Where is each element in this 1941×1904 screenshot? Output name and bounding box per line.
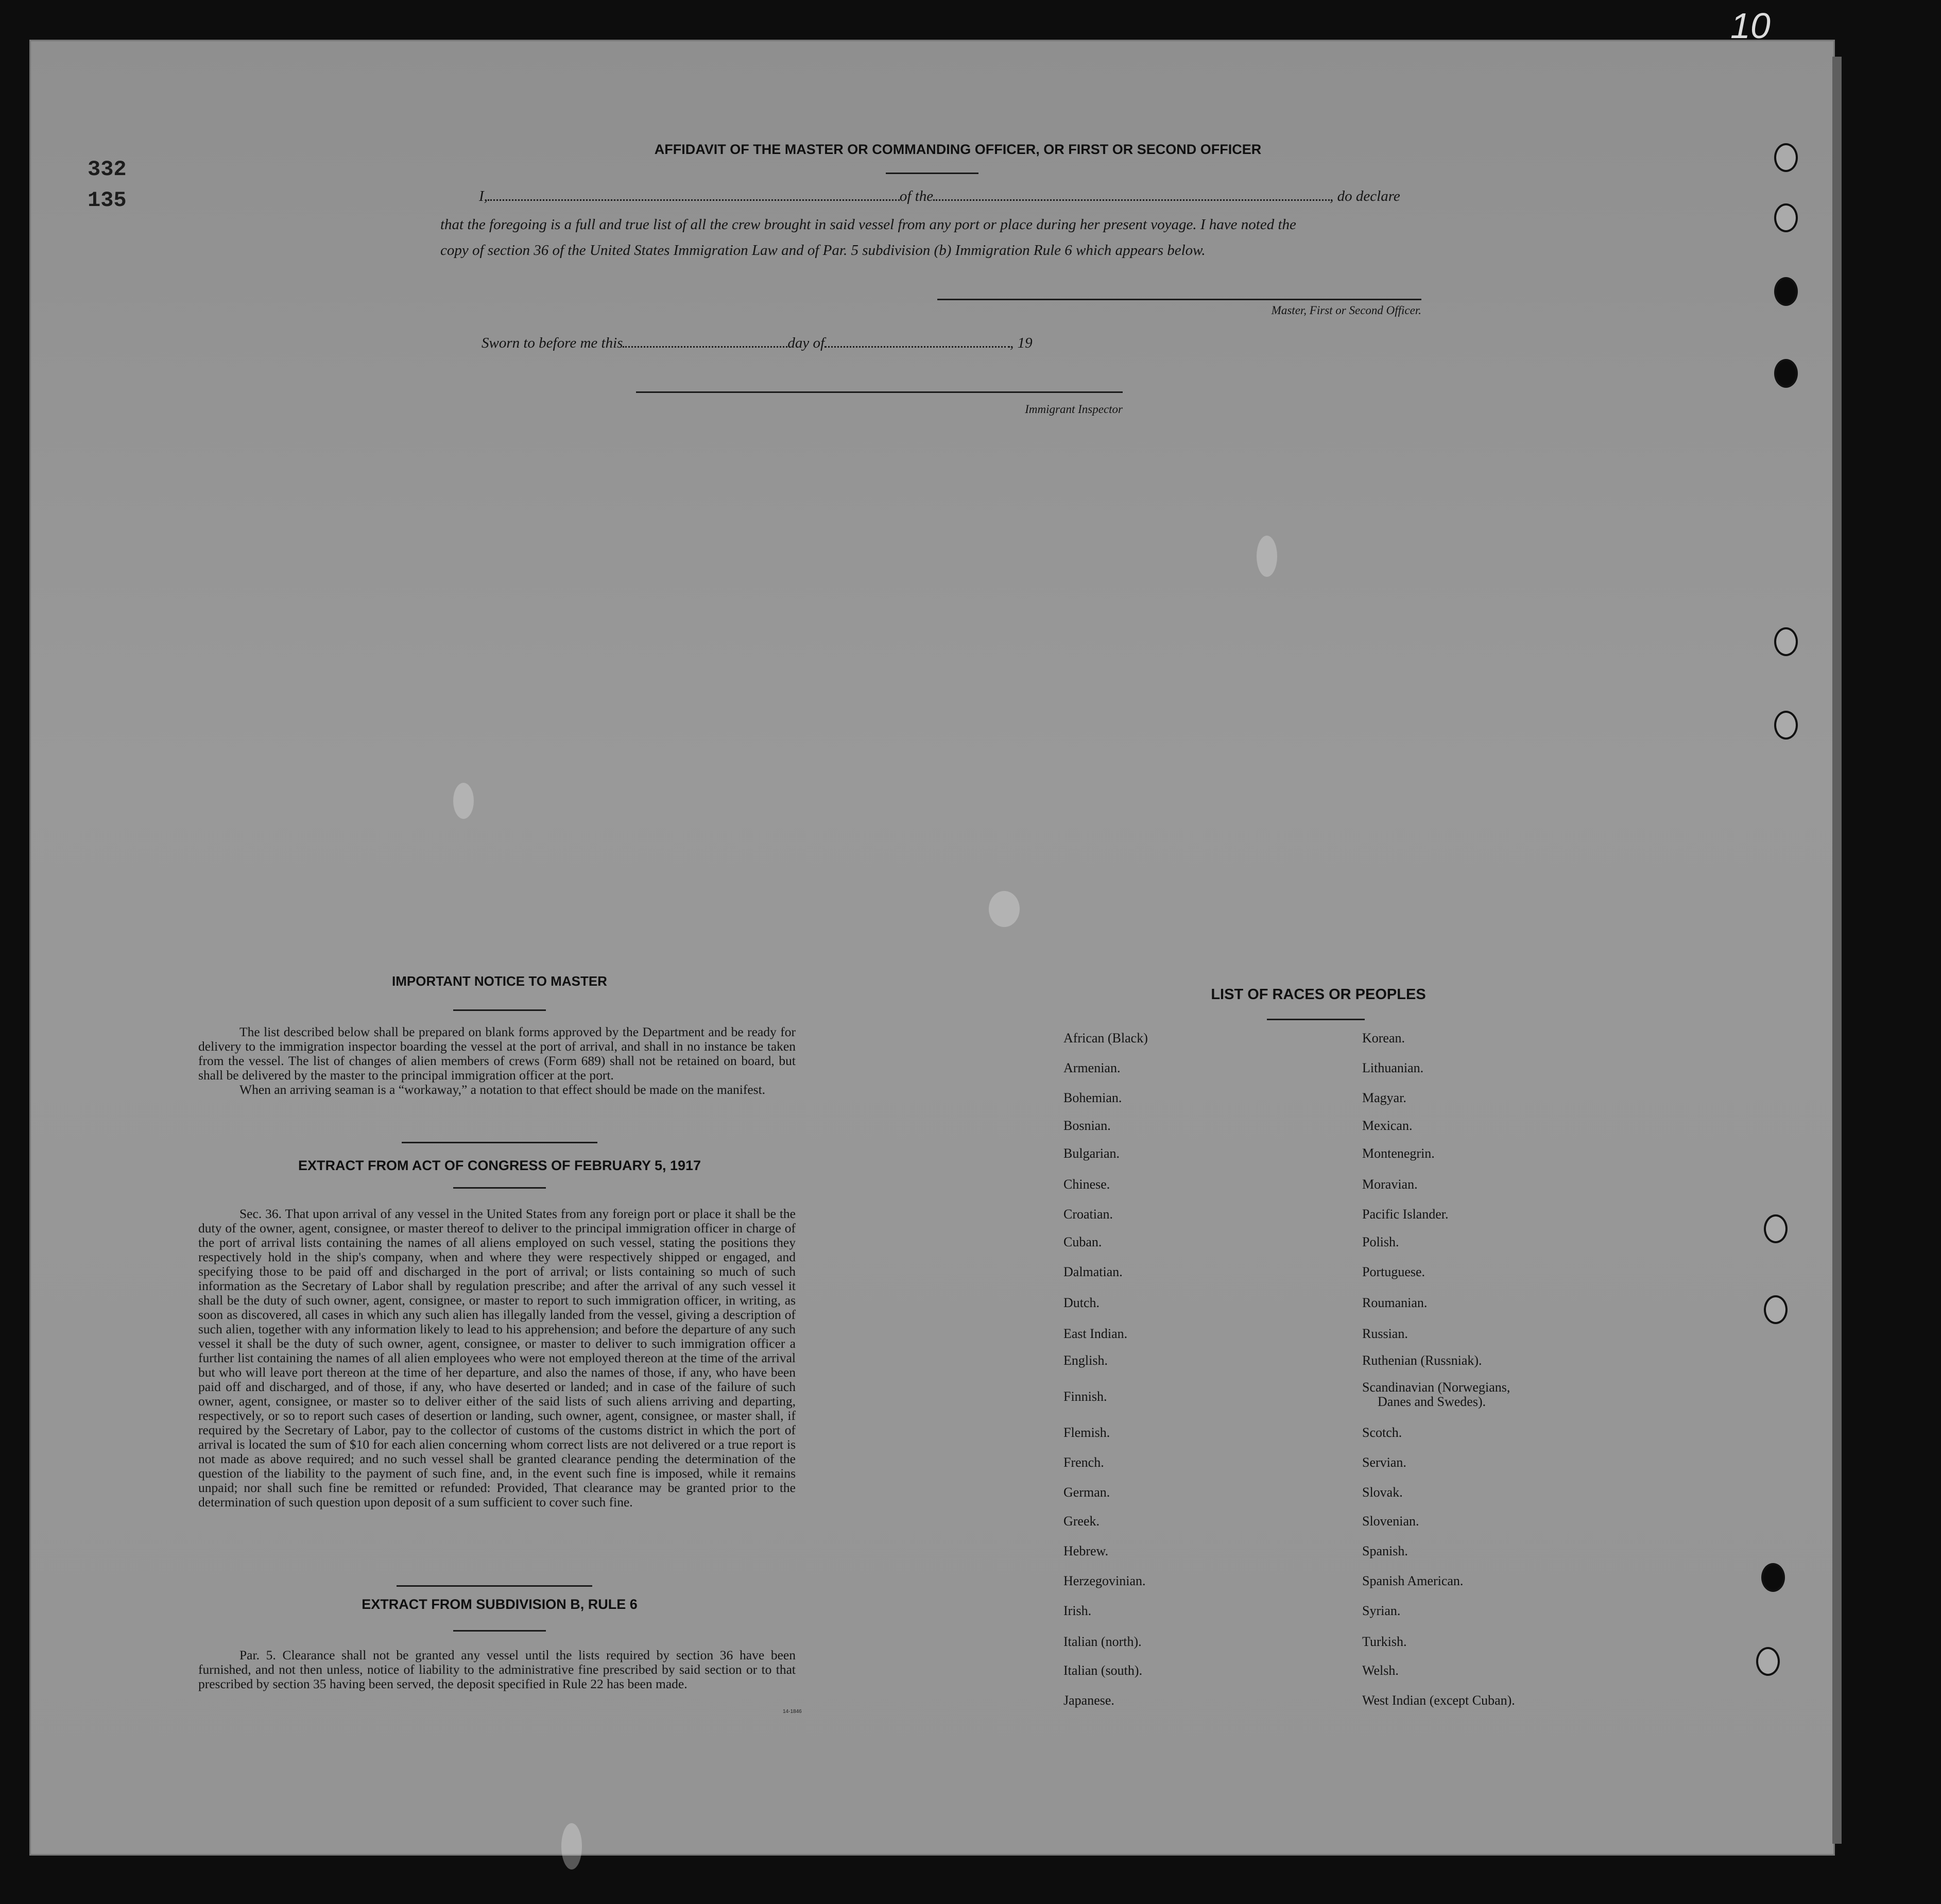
film-fleck — [1257, 536, 1277, 577]
sworn-mid: day of — [787, 335, 825, 351]
divider — [886, 173, 978, 174]
race-entry: Dutch. — [1063, 1295, 1100, 1310]
race-entry: Chinese. — [1063, 1177, 1110, 1192]
vessel-blank — [933, 188, 1330, 201]
race-entry: Russian. — [1362, 1326, 1408, 1341]
form-number: 14-1846 — [783, 1709, 802, 1714]
document-sheet — [31, 41, 1833, 1854]
sworn-line — [482, 330, 1151, 356]
race-entry: Spanish. — [1362, 1543, 1408, 1558]
race-entry: Pacific Islander. — [1362, 1207, 1449, 1222]
race-entry: Greek. — [1063, 1514, 1100, 1529]
race-entry: Croatian. — [1063, 1207, 1113, 1222]
rule-extract-body — [198, 1648, 796, 1691]
race-entry: Roumanian. — [1362, 1295, 1428, 1310]
race-entry: Slovenian. — [1362, 1514, 1419, 1529]
notice-paragraph: The list described below shall be prepared on blank forms approved by the Department and be ready for delivery to the immigration inspector boarding the vessel at the port of arrival, and shall in no instance be taken from the vessel. The list of changes of alien members of crews (Form 689) shall not be retained on board, but shall be delivered by the master to the principal immigration officer at the port. — [198, 1024, 796, 1083]
signature-caption: Master, First or Second Officer. — [1271, 304, 1421, 317]
race-entry: Dalmatian. — [1063, 1264, 1123, 1279]
race-entry: German. — [1063, 1485, 1110, 1500]
races-title: LIST OF RACES OR PEOPLES — [1211, 986, 1426, 1003]
race-entry: Italian (south). — [1063, 1663, 1143, 1678]
divider — [453, 1009, 546, 1011]
race-entry: Mexican. — [1362, 1118, 1413, 1133]
race-entry: Syrian. — [1362, 1603, 1401, 1618]
race-entry: Bohemian. — [1063, 1090, 1122, 1105]
punch-hole — [1764, 1295, 1788, 1324]
punch-hole — [1774, 359, 1798, 388]
race-entry: Scotch. — [1362, 1425, 1402, 1440]
race-entry: Finnish. — [1063, 1389, 1107, 1404]
race-entry: Danes and Swedes). — [1378, 1394, 1486, 1409]
divider — [402, 1142, 597, 1143]
punch-hole — [1764, 1214, 1788, 1243]
sworn-prefix: Sworn to before me this — [482, 335, 623, 351]
notice-body — [198, 1025, 796, 1097]
race-entry: Lithuanian. — [1362, 1060, 1424, 1075]
race-entry: Portuguese. — [1362, 1264, 1425, 1279]
race-entry: Bulgarian. — [1063, 1146, 1120, 1161]
punch-hole — [1761, 1563, 1785, 1592]
affidavit-line-1-suffix: , do declare — [1330, 188, 1400, 204]
act-extract-body — [198, 1207, 796, 1510]
race-entry: West Indian (except Cuban). — [1362, 1693, 1515, 1708]
affidavit-line-1-mid: of the — [899, 188, 934, 204]
affidavit-line-1-prefix: I, — [479, 188, 488, 204]
affidavit-title: AFFIDAVIT OF THE MASTER OR COMMANDING OFFICER, OR FIRST OR SECOND OFFICER — [654, 142, 1262, 157]
race-entry: African (Black) — [1063, 1031, 1148, 1045]
notice-paragraph: When an arriving seaman is a “workaway,” a notation to that effect should be made on the manifest. — [239, 1082, 766, 1097]
divider — [397, 1585, 592, 1587]
page-mark: 10 — [1730, 6, 1771, 46]
sheet-edge — [1832, 57, 1842, 1844]
notice-title: IMPORTANT NOTICE TO MASTER — [392, 973, 607, 989]
race-entry: Herzegovinian. — [1063, 1573, 1146, 1588]
punch-hole — [1774, 203, 1798, 232]
race-entry: Spanish American. — [1362, 1573, 1464, 1588]
race-entry: Cuban. — [1063, 1234, 1102, 1249]
punch-hole — [1774, 711, 1798, 740]
inspector-signature-line — [636, 391, 1123, 393]
race-entry: Flemish. — [1063, 1425, 1110, 1440]
race-entry: Magyar. — [1362, 1090, 1406, 1105]
margin-number: 332 — [88, 157, 127, 182]
act-extract-title: EXTRACT FROM ACT OF CONGRESS OF FEBRUARY 5, 1917 — [298, 1158, 701, 1173]
divider — [453, 1630, 546, 1632]
race-entry: Slovak. — [1362, 1485, 1403, 1500]
race-entry: Hebrew. — [1063, 1543, 1109, 1558]
race-entry: Irish. — [1063, 1603, 1092, 1618]
inspector-caption: Immigrant Inspector — [1025, 403, 1123, 416]
punch-hole — [1774, 627, 1798, 656]
par-5-text: Par. 5. Clearance shall not be granted any vessel until the lists required by section 36 have been furnished, and not then unless, notice of liability to the administrative fine prescribed by said section or to that prescribed by section 35 having been served, the deposit specified in Rule 22 has been made. — [198, 1648, 796, 1691]
name-blank — [488, 188, 900, 201]
punch-hole — [1774, 277, 1798, 306]
punch-hole — [1774, 143, 1798, 172]
film-fleck — [453, 783, 474, 819]
film-fleck — [561, 1823, 582, 1869]
affidavit-line-2: that the foregoing is a full and true list of all the crew brought in said vessel from any port or place during her present voyage. I have noted the — [440, 216, 1296, 233]
month-blank — [825, 335, 1010, 348]
film-fleck — [989, 891, 1020, 927]
race-entry: Ruthenian (Russniak). — [1362, 1353, 1482, 1368]
section-36-text: Sec. 36. That upon arrival of any vessel in the United States from any foreign port or place it shall be the duty of the owner, agent, consignee, or master thereof to deliver to the principal immigration officer in charge of the port of arrival lists containing the names of all aliens employed on such vessel, stating the positions they respectively hold in the ship's company, when and where they were respectively shipped or engaged, and specifying those to be paid off and discharged in the port of arrival; or lists containing so much of such information as the Secretary of Labor shall by regulation prescribe; and after the arrival of any such vessel it shall be the duty of such owner, agent, consignee, or master to report to such immigration officer, in writing, as soon as discovered, all cases in which any such alien has illegally landed from the vessel, giving a description of such alien, together with any information likely to lead to his apprehension; and before the departure of any such vessel it shall be the duty of such owner, agent, consignee, or master to deliver to such immigration officer a further list containing the names of all alien employees who were not employed thereon at the time of the arrival but who will leave port thereon at the time of her departure, and also the names of those, if any, who have been paid off and discharged, and of those, if any, who have deserted or landed; and in case of the failure of such owner, agent, consignee, or master so to deliver either of the said lists of such aliens arriving and departing, respectively, or so to report such cases of desertion or landing, such owner, agent, consignee, or master shall, if required by the Secretary of Labor, pay to the collector of customs of the customs district in which the port of arrival is located the sum of $10 for each alien concerning whom correct lists are not delivered or a true report is not made as above required; and no such vessel shall be granted clearance pending the determination of the question of the liability to the payment of such fine, and, in the event such fine is imposed, while it remains unpaid; nor shall such fine be remitted or refunded: Provided, That clearance may be granted prior to the determination of such question upon deposit of a sum sufficient to cover such fine. — [198, 1206, 796, 1510]
race-entry: Welsh. — [1362, 1663, 1399, 1678]
signature-line — [937, 299, 1421, 300]
race-entry: Japanese. — [1063, 1693, 1114, 1708]
divider — [1267, 1019, 1365, 1020]
race-entry: Moravian. — [1362, 1177, 1418, 1192]
margin-number: 135 — [88, 188, 127, 213]
rule-extract-title: EXTRACT FROM SUBDIVISION B, RULE 6 — [362, 1597, 638, 1612]
race-entry: Montenegrin. — [1362, 1146, 1435, 1161]
punch-hole — [1756, 1647, 1780, 1676]
affidavit-line-3: copy of section 36 of the United States Immigration Law and of Par. 5 subdivision (b) Immigration Rule 6 which appears below. — [440, 242, 1206, 259]
race-entry: Italian (north). — [1063, 1634, 1142, 1649]
race-entry: French. — [1063, 1455, 1104, 1470]
race-entry: English. — [1063, 1353, 1108, 1368]
race-entry: Bosnian. — [1063, 1118, 1111, 1133]
race-entry: Scandinavian (Norwegians, — [1362, 1380, 1510, 1395]
race-entry: Armenian. — [1063, 1060, 1121, 1075]
race-entry: Korean. — [1362, 1031, 1405, 1045]
race-entry: East Indian. — [1063, 1326, 1128, 1341]
race-entry: Turkish. — [1362, 1634, 1407, 1649]
sworn-year: , 19 — [1010, 335, 1033, 351]
race-entry: Servian. — [1362, 1455, 1406, 1470]
affidavit-line-1 — [479, 183, 1432, 210]
divider — [453, 1187, 546, 1189]
day-blank — [623, 335, 787, 348]
race-entry: Polish. — [1362, 1234, 1399, 1249]
